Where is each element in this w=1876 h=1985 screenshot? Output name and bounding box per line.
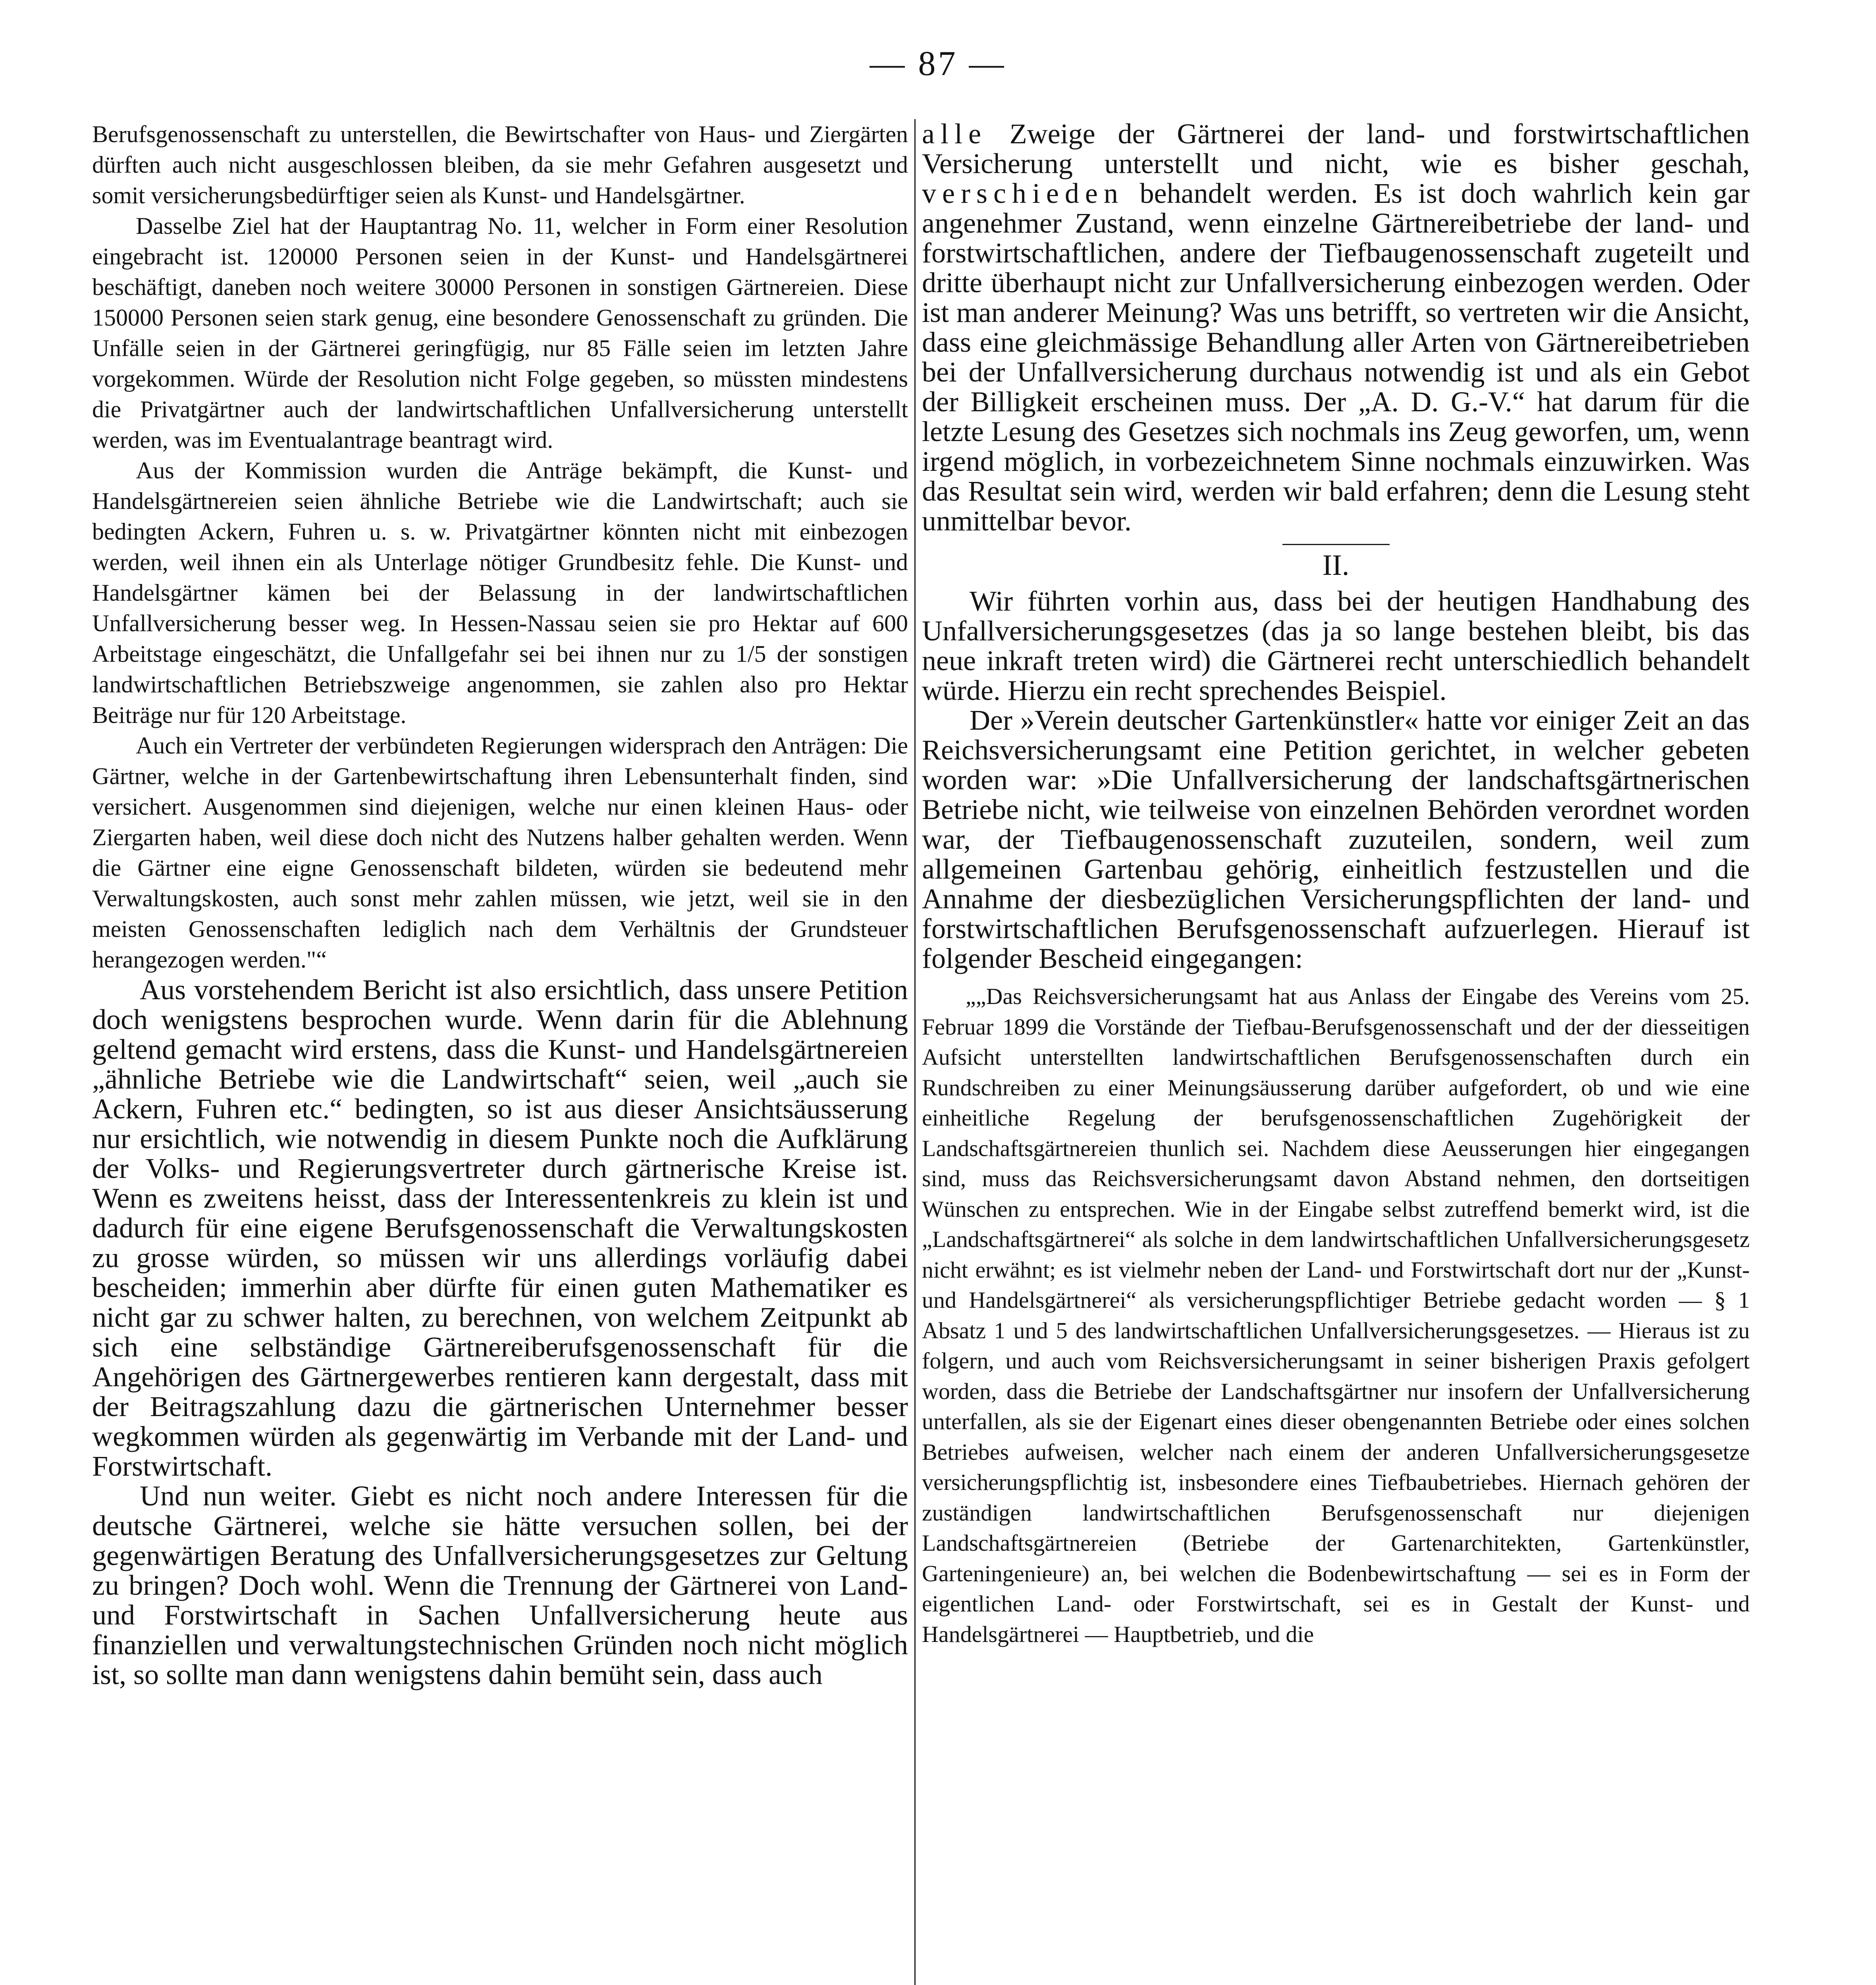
emphasis-verschieden: verschieden [922, 177, 1124, 209]
left-column [92, 119, 908, 1690]
left-paragraph-5: Aus vorstehendem Bericht ist also ersichtlich, dass unsere Petition doch wenigstens besprochen wurde. Wenn darin für die Ablehnung geltend gemacht wird erstens, dass die Kunst- und Handelsgärtnereien „ähnliche Betriebe wie die Landwirtschaft“ seien, weil „auch sie Ackern, Fuhren etc.“ bedingten, so ist aus dieser Ansichtsäusserung nur ersichtlich, wie notwendig in diesem Punkte noch die Aufklärung der Volks- und Regierungsvertreter durch gärtnerische Kreise ist. Wenn es zweitens heisst, dass der Interessentenkreis zu klein ist und dadurch für eine eigene Berufsgenossenschaft die Verwaltungskosten zu grosse würden, so müssen wir uns allerdings vorläufig dabei bescheiden; immerhin aber dürfte für einen guten Mathematiker es nicht gar zu schwer halten, zu berechnen, von welchem Zeitpunkt ab sich eine selbständige Gärtnereiberufsgenossenschaft für die Angehörigen des Gärtnergewerbes rentieren kann dergestalt, dass mit der Beitragszahlung dazu die gärtnerischen Unternehmer besser wegkommen würden als gegenwärtig im Verbande mit der Land- und Forstwirtschaft. [92, 974, 908, 1482]
right-paragraph-1-part-a: Zweige der Gärtnerei der land- und forstwirtschaftlichen Versicherung unterstellt und nicht, wie es bisher geschah, [922, 118, 1750, 179]
right-column [922, 119, 1750, 1650]
quoted-decision: „„Das Reichsversicherungsamt hat aus Anlass der Eingabe des Vereins vom 25. Februar 1899 die Vorstände der Tiefbau-Berufsgenossenschaft und der der diesseitigen Aufsicht unterstellten landwirtschaftlichen Berufsgenossenschaften durch ein Rundschreiben zu einer Meinungsäusserung darüber aufgefordert, ob und wie eine einheitliche Regelung der berufsgenossenschaftlichen Zugehörigkeit der Landschaftsgärtnereien thunlich sei. Nachdem diese Aeusserungen hier eingegangen sind, muss das Reichsversicherungsamt davon Abstand nehmen, den dortseitigen Wünschen zu entsprechen. Wie in der Eingabe selbst zutreffend bemerkt wird, ist die „Landschaftsgärtnerei“ als solche in dem landwirtschaftlichen Unfallversicherungsgesetz nicht erwähnt; es ist vielmehr neben der Land- und Forstwirtschaft dort nur der „Kunst- und Handelsgärtnerei“ als versicherungspflichtiger Betriebe gedacht worden — § 1 Absatz 1 und 5 des landwirtschaftlichen Unfallversicherungsgesetzes. — Hieraus ist zu folgern, und auch vom Reichsversicherungsamt in seiner bisherigen Praxis gefolgert worden, dass die Betriebe der Landschaftsgärtner nur insofern der Unfallversicherung unterfallen, als sie der Eigenart eines dieser obengenannten Betriebe oder eines solchen Betriebes aufweisen, welcher nach einem der anderen Unfallversicherungsgesetze versicherungspflichtig ist, insbesondere eines Tiefbaubetriebes. Hiernach gehören der zuständigen landwirtschaftlichen Berufsgenossenschaft nur diejenigen Landschaftsgärtnereien (Betriebe der Gartenarchitekten, Gartenkünstler, Garteningenieure) an, bei welchen die Bodenbewirtschaftung — sei es in Form der eigentlichen Land- oder Forstwirtschaft, sei es in Gestalt der Kunst- und Handelsgärtnerei — Hauptbetrieb, und die [922, 983, 1750, 1647]
left-paragraph-3: Aus der Kommission wurden die Anträge bekämpft, die Kunst- und Handelsgärtnereien seien ähnliche Betriebe wie die Landwirtschaft; auch sie bedingten Ackern, Fuhren u. s. w. Privatgärtner könnten nicht mit einbezogen werden, weil ihnen ein als Unterlage nötiger Grundbesitz fehle. Die Kunst- und Handelsgärtner kämen bei der Belassung in der landwirtschaftlichen Unfallversicherung besser weg. In Hessen-Nassau seien sie pro Hektar auf 600 Arbeitstage eingeschätzt, die Unfallgefahr sei bei ihnen nur zu 1/5 der sonstigen landwirtschaftlichen Betriebszweige angenommen, sie zahlen also pro Hektar Beiträge nur für 120 Arbeitstage. [92, 457, 908, 728]
right-paragraph-1-part-b: behandelt werden. Es ist doch wahrlich kein gar angenehmer Zustand, wenn einzelne Gärtnereibetriebe der land- und forstwirtschaftlichen, andere der Tiefbaugenossenschaft zugeteilt und dritte überhaupt nicht zur Unfallversicherung einbezogen werden. Oder ist man anderer Meinung? Was uns betrifft, so vertreten wir die Ansicht, dass eine gleichmässige Behandlung aller Arten von Gärtnereibetrieben bei der Unfallversicherung durchaus notwendig ist und als ein Gebot der Billigkeit erscheinen muss. Der „A. D. G.-V.“ hat darum für die letzte Lesung des Gesetzes sich nochmals ins Zeug geworfen, um, wenn irgend möglich, in vorbezeichnetem Sinne nochmals einzuwirken. Was das Resultat sein wird, werden wir bald erfahren; denn die Lesung steht unmittelbar bevor. [922, 177, 1750, 537]
page-number: — 87 — [870, 44, 1006, 83]
right-paragraph-1 [922, 119, 1750, 536]
left-paragraph-1: Berufsgenossenschaft zu unterstellen, die Bewirtschafter von Haus- und Ziergärten dürften auch nicht ausgeschlossen bleiben, da sie mehr Gefahren ausgesetzt und somit versicherungsbedürftiger seien als Kunst- und Handelsgärtner. [92, 121, 908, 208]
right-paragraph-2: Wir führten vorhin aus, dass bei der heutigen Handhabung des Unfallversicherungsgesetzes (das ja so lange bestehen bleibt, bis das neue inkraft treten wird) die Gärtnerei recht unterschiedlich behandelt würde. Hierzu ein recht sprechendes Beispiel. [922, 585, 1750, 706]
section-heading: II. [1322, 549, 1350, 582]
section-rule [1282, 544, 1390, 545]
emphasis-alle: alle [922, 118, 987, 150]
right-paragraph-3: Der »Verein deutscher Gartenkünstler« hatte vor einiger Zeit an das Reichsversicherungsamt eine Petition gerichtet, in welcher gebeten worden war: »Die Unfallversicherung der landschaftsgärtnerischen Betriebe nicht, wie teilweise von einzelnen Behörden verordnet worden war, der Tiefbaugenossenschaft zuzuteilen, sondern, weil zum allgemeinen Gartenbau gehörig, einheitlich festzustellen und die Annahme der diesbezüglichen Versicherungspflichten der land- und forstwirtschaftlichen Berufsgenossenschaft aufzuerlegen. Hierauf ist folgender Bescheid eingegangen: [922, 704, 1750, 974]
left-paragraph-4: Auch ein Vertreter der verbündeten Regierungen widersprach den Anträgen: Die Gärtner, welche in der Gartenbewirtschaftung ihren Lebensunterhalt finden, sind versichert. Ausgenommen sind diejenigen, welche nur einen kleinen Haus- oder Ziergarten haben, weil diese doch nicht des Nutzens halber gehalten werden. Wenn die Gärtner eine eigne Genossenschaft bildeten, würden sie bedeutend mehr Verwaltungskosten, auch sonst mehr zahlen müssen, wie jetzt, weil sie in den meisten Genossenschaften lediglich nach dem Verhältnis der Grundsteuer herangezogen werden."“ [92, 732, 908, 973]
left-paragraph-6: Und nun weiter. Giebt es nicht noch andere Interessen für die deutsche Gärtnerei, welche sie hätte versuchen sollen, bei der gegenwärtigen Beratung des Unfallversicherungsgesetzes zur Geltung zu bringen? Doch wohl. Wenn die Trennung der Gärtnerei von Land- und Forstwirtschaft in Sachen Unfallversicherung heute aus finanziellen und verwaltungstechnischen Gründen noch nicht möglich ist, so sollte man dann wenigstens dahin bemüht sein, dass auch [92, 1480, 908, 1690]
left-paragraph-2: Dasselbe Ziel hat der Hauptantrag No. 11, welcher in Form einer Resolution eingebracht ist. 120000 Personen seien in der Kunst- und Handelsgärtnerei beschäftigt, daneben noch weitere 30000 Personen in sonstigen Gärtnereien. Diese 150000 Personen seien stark genug, eine besondere Genossenschaft zu gründen. Die Unfälle seien in der Gärtnerei geringfügig, nur 85 Fälle seien im letzten Jahre vorgekommen. Würde der Resolution nicht Folge gegeben, so müssten mindestens die Privatgärtner auch der landwirtschaftlichen Unfallversicherung unterstellt werden, was im Eventualantrage beantragt wird. [92, 213, 908, 453]
spacer [922, 973, 1750, 981]
column-divider [914, 119, 916, 1985]
